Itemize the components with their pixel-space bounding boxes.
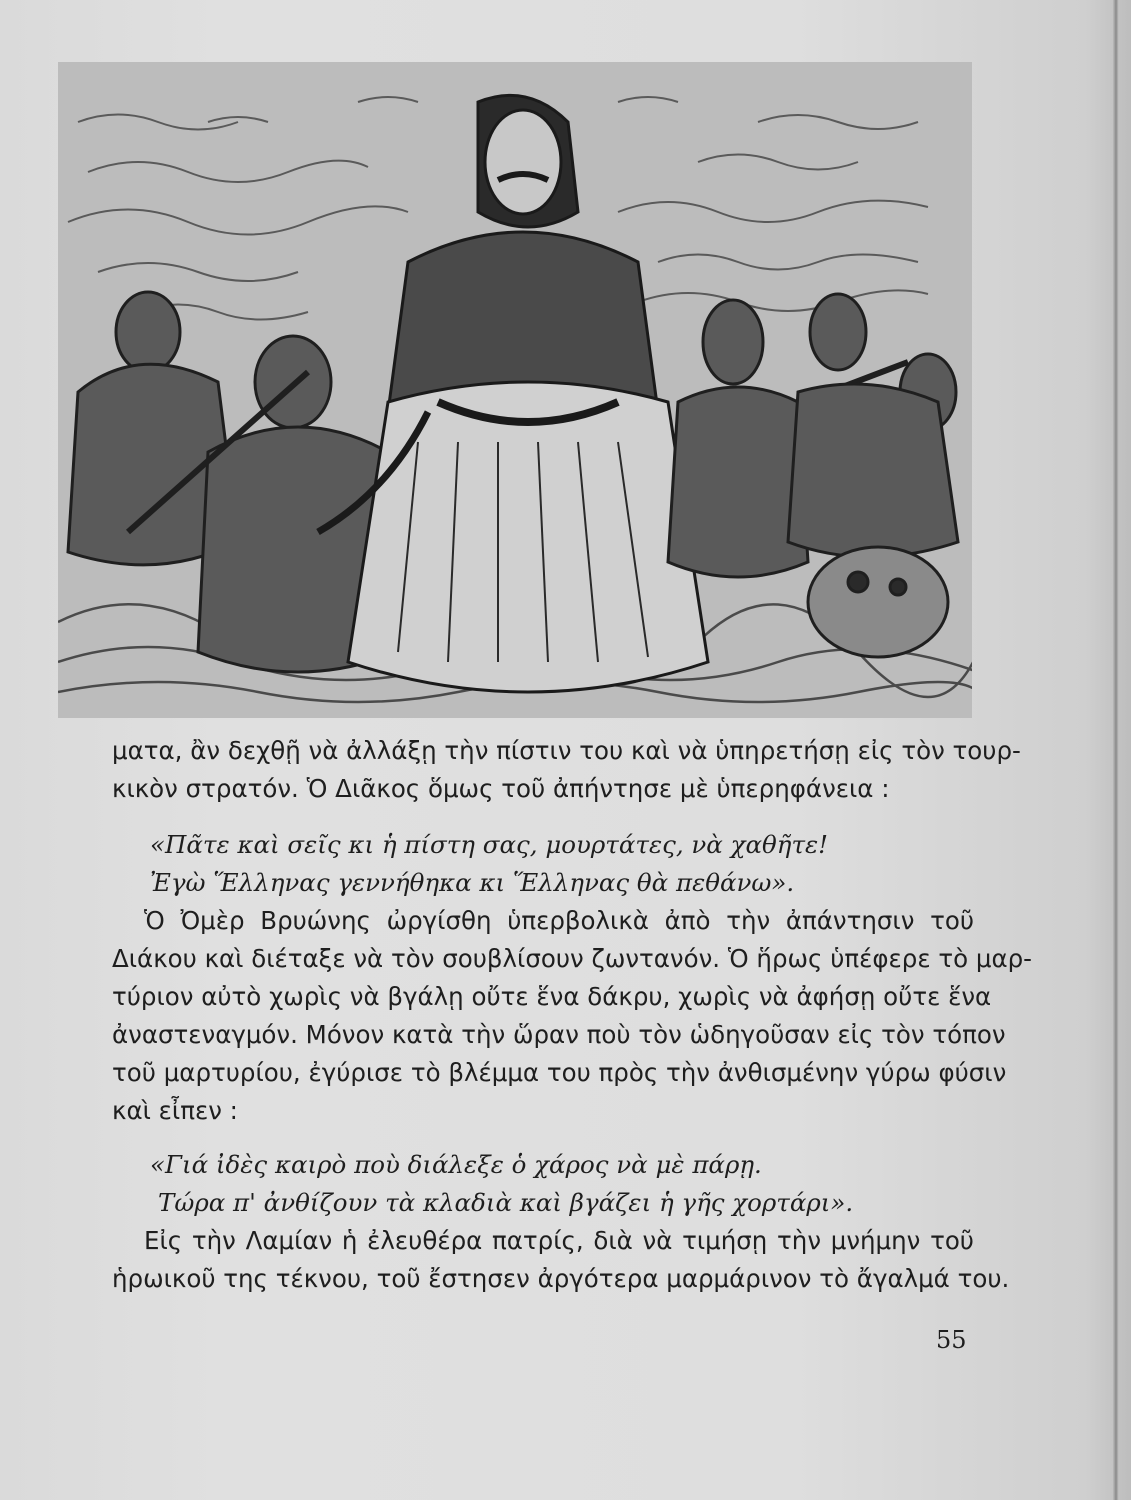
- text-line: ἡρωικοῦ της τέκνου, τοῦ ἔστησεν ἀργότερα μαρμάρινον τὸ ἄγαλμά του.: [112, 1264, 1010, 1293]
- page-edge: [1113, 0, 1119, 1500]
- verse-line: Τώρα π' ἀνθίζουν τὰ κλαδιὰ καὶ βγάζει ἡ γῆς χορτάρι».: [158, 1188, 854, 1217]
- text-line: κικὸν στρατόν. Ὁ Διᾶκος ὅμως τοῦ ἀπήντησε μὲ ὑπερηφάνεια :: [112, 774, 890, 803]
- text-line: Εἰς τὴν Λαμίαν ἡ ἐλευθέρα πατρίς, διὰ νὰ τιμήσῃ τὴν μνήμην τοῦ: [144, 1226, 974, 1255]
- paragraph-1: [112, 732, 1021, 808]
- verse-line: «Γιά ἰδὲς καιρὸ ποὺ διάλεξε ὁ χάρος νὰ μὲ πάρῃ.: [150, 1150, 762, 1179]
- verse-1: [112, 826, 974, 902]
- text-line: τύριον αὐτὸ χωρὶς νὰ βγάλῃ οὔτε ἕνα δάκρυ, χωρὶς νὰ ἀφήσῃ οὔτε ἕνα: [112, 982, 992, 1011]
- engraving-of-athanasios-diakos-with-fighters-icon: [58, 62, 972, 718]
- text-line: Ὁ Ὀμὲρ Βρυώνης ὠργίσθη ὑπερβολικὰ ἀπὸ τὴν ἀπάντησιν τοῦ: [144, 906, 974, 935]
- text-line: ματα, ἂν δεχθῇ νὰ ἀλλάξῃ τὴν πίστιν του καὶ νὰ ὑπηρετήσῃ εἰς τὸν τουρ-: [112, 736, 1021, 765]
- body-text: [112, 732, 1033, 1298]
- text-line: καὶ εἶπεν :: [112, 1096, 238, 1125]
- verse-line: «Πᾶτε καὶ σεῖς κι ἡ πίστη σας, μουρτάτες, νὰ χαθῆτε!: [150, 830, 828, 859]
- verse-line: Ἐγὼ Ἕλληνας γεννήθηκα κι Ἕλληνας θὰ πεθάνω».: [150, 868, 795, 897]
- text-line: τοῦ μαρτυρίου, ἐγύρισε τὸ βλέμμα του πρὸς τὴν ἀνθισμένην γύρω φύσιν: [112, 1058, 1007, 1087]
- paragraph-3: [112, 1222, 1010, 1298]
- illustration: [58, 62, 972, 718]
- verse-2: [112, 1146, 974, 1222]
- page-number: 55: [936, 1326, 967, 1354]
- text-line: Διάκου καὶ διέταξε νὰ τὸν σουβλίσουν ζωντανόν. Ὁ ἥρως ὑπέφερε τὸ μαρ-: [112, 944, 1033, 973]
- paragraph-2: [112, 902, 1033, 1130]
- text-line: ἀναστεναγμόν. Μόνον κατὰ τὴν ὥραν ποὺ τὸν ὡδηγοῦσαν εἰς τὸν τόπον: [112, 1020, 1006, 1049]
